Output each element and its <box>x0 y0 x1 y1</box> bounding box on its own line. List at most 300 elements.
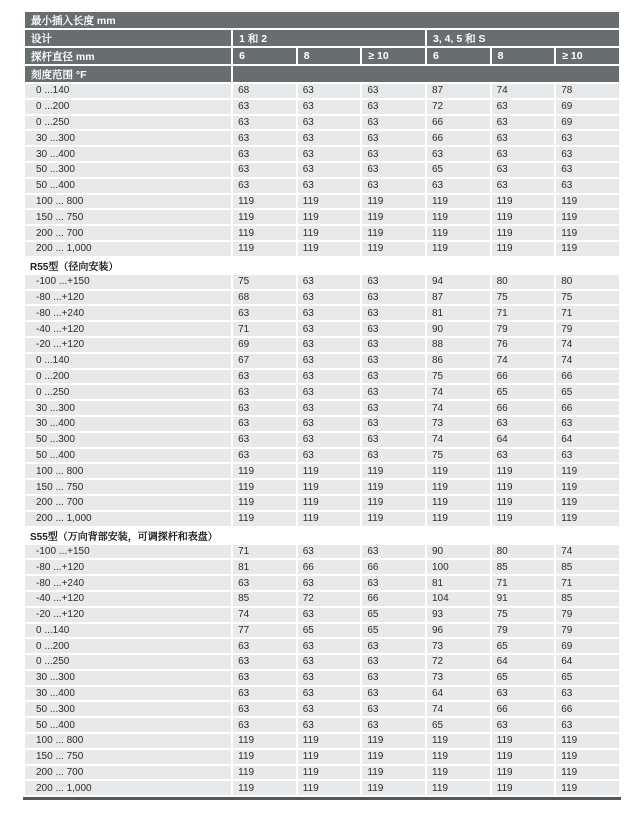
value-cell: 63 <box>298 449 361 463</box>
value-cell: 63 <box>556 687 619 701</box>
value-cell: 88 <box>427 338 490 352</box>
value-cell: 74 <box>492 354 555 368</box>
value-cell: 63 <box>362 338 425 352</box>
value-cell: 69 <box>556 100 619 114</box>
value-cell: 119 <box>427 734 490 748</box>
value-cell: 119 <box>362 766 425 780</box>
range-cell: 150 ... 750 <box>25 480 231 494</box>
value-cell: 63 <box>298 655 361 669</box>
table-row <box>25 639 619 653</box>
value-cell: 75 <box>427 449 490 463</box>
table-row <box>25 560 619 574</box>
value-cell: 119 <box>298 496 361 510</box>
value-cell: 119 <box>492 766 555 780</box>
range-cell: 200 ... 700 <box>25 496 231 510</box>
table-row <box>25 702 619 716</box>
table-row <box>25 131 619 145</box>
diameter-col-4: 6 <box>427 48 490 64</box>
table-row <box>25 84 619 98</box>
value-cell: 79 <box>556 624 619 638</box>
value-cell: 119 <box>492 750 555 764</box>
value-cell: 79 <box>492 322 555 336</box>
table-row <box>25 338 619 352</box>
value-cell: 63 <box>362 655 425 669</box>
value-cell: 68 <box>233 84 296 98</box>
range-cell: -80 ...+120 <box>25 291 231 305</box>
value-cell: 119 <box>427 512 490 526</box>
range-cell: 50 ...300 <box>25 433 231 447</box>
section-title-row <box>25 258 619 273</box>
min-insertion-length-table <box>23 10 621 797</box>
value-cell: 119 <box>298 766 361 780</box>
value-cell: 80 <box>492 545 555 559</box>
value-cell: 119 <box>492 781 555 795</box>
diameter-col-3: ≥ 10 <box>362 48 425 64</box>
value-cell: 81 <box>233 560 296 574</box>
section-title-row <box>25 528 619 543</box>
range-cell: 0 ...250 <box>25 116 231 130</box>
value-cell: 63 <box>362 370 425 384</box>
value-cell: 85 <box>233 592 296 606</box>
value-cell: 119 <box>233 480 296 494</box>
range-cell: 150 ... 750 <box>25 750 231 764</box>
value-cell: 72 <box>427 100 490 114</box>
value-cell: 100 <box>427 560 490 574</box>
value-cell: 74 <box>492 84 555 98</box>
table-row <box>25 781 619 795</box>
value-cell: 63 <box>492 449 555 463</box>
value-cell: 63 <box>298 702 361 716</box>
table-row <box>25 449 619 463</box>
value-cell: 119 <box>362 242 425 256</box>
value-cell: 63 <box>298 354 361 368</box>
range-cell: 30 ...400 <box>25 687 231 701</box>
value-cell: 71 <box>233 322 296 336</box>
value-cell: 63 <box>362 84 425 98</box>
range-cell: 0 ...140 <box>25 84 231 98</box>
section-title: S55型（万向背部安装，可调探杆和表盘） <box>25 528 619 543</box>
value-cell: 119 <box>362 464 425 478</box>
value-cell: 63 <box>362 417 425 431</box>
value-cell: 63 <box>298 545 361 559</box>
value-cell: 74 <box>427 702 490 716</box>
value-cell: 86 <box>427 354 490 368</box>
value-cell: 63 <box>233 116 296 130</box>
diameter-label: 探杆直径 mm <box>25 48 231 64</box>
scale-range-row <box>25 66 619 82</box>
value-cell: 66 <box>362 560 425 574</box>
value-cell: 119 <box>492 464 555 478</box>
value-cell: 63 <box>233 671 296 685</box>
value-cell: 66 <box>492 401 555 415</box>
value-cell: 119 <box>556 750 619 764</box>
value-cell: 63 <box>362 702 425 716</box>
value-cell: 63 <box>298 417 361 431</box>
table-row <box>25 545 619 559</box>
value-cell: 66 <box>427 131 490 145</box>
value-cell: 78 <box>556 84 619 98</box>
value-cell: 63 <box>556 163 619 177</box>
value-cell: 63 <box>362 291 425 305</box>
value-cell: 63 <box>362 449 425 463</box>
value-cell: 66 <box>556 401 619 415</box>
table-row <box>25 464 619 478</box>
value-cell: 63 <box>362 306 425 320</box>
value-cell: 71 <box>556 306 619 320</box>
value-cell: 63 <box>362 433 425 447</box>
value-cell: 119 <box>298 734 361 748</box>
range-cell: 30 ...300 <box>25 671 231 685</box>
value-cell: 119 <box>427 195 490 209</box>
value-cell: 119 <box>233 242 296 256</box>
value-cell: 72 <box>298 592 361 606</box>
value-cell: 73 <box>427 417 490 431</box>
value-cell: 63 <box>492 687 555 701</box>
value-cell: 63 <box>492 163 555 177</box>
value-cell: 119 <box>298 195 361 209</box>
value-cell: 64 <box>556 655 619 669</box>
value-cell: 74 <box>556 545 619 559</box>
value-cell: 66 <box>362 592 425 606</box>
value-cell: 63 <box>362 401 425 415</box>
value-cell: 63 <box>556 449 619 463</box>
value-cell: 119 <box>492 512 555 526</box>
design-label: 设计 <box>25 30 231 46</box>
diameter-col-2: 8 <box>298 48 361 64</box>
value-cell: 119 <box>492 496 555 510</box>
value-cell: 69 <box>233 338 296 352</box>
value-cell: 64 <box>427 687 490 701</box>
value-cell: 119 <box>362 226 425 240</box>
value-cell: 119 <box>492 195 555 209</box>
range-cell: -100 ...+150 <box>25 545 231 559</box>
value-cell: 63 <box>233 163 296 177</box>
value-cell: 63 <box>492 131 555 145</box>
value-cell: 63 <box>298 671 361 685</box>
value-cell: 66 <box>492 702 555 716</box>
value-cell: 119 <box>233 750 296 764</box>
table-row <box>25 306 619 320</box>
value-cell: 119 <box>427 781 490 795</box>
value-cell: 63 <box>298 338 361 352</box>
value-cell: 119 <box>233 195 296 209</box>
value-cell: 63 <box>362 545 425 559</box>
table-row <box>25 179 619 193</box>
value-cell: 73 <box>427 671 490 685</box>
table-row <box>25 275 619 289</box>
value-cell: 66 <box>556 702 619 716</box>
range-cell: 200 ... 700 <box>25 226 231 240</box>
value-cell: 63 <box>298 687 361 701</box>
value-cell: 119 <box>233 512 296 526</box>
value-cell: 119 <box>492 734 555 748</box>
value-cell: 73 <box>427 639 490 653</box>
value-cell: 91 <box>492 592 555 606</box>
range-cell: 0 ...200 <box>25 639 231 653</box>
value-cell: 119 <box>233 766 296 780</box>
value-cell: 63 <box>362 131 425 145</box>
range-cell: -80 ...+240 <box>25 576 231 590</box>
value-cell: 63 <box>298 147 361 161</box>
value-cell: 119 <box>362 480 425 494</box>
value-cell: 119 <box>298 210 361 224</box>
value-cell: 63 <box>298 275 361 289</box>
value-cell: 63 <box>362 671 425 685</box>
value-cell: 69 <box>556 116 619 130</box>
value-cell: 74 <box>427 433 490 447</box>
value-cell: 63 <box>233 639 296 653</box>
value-cell: 119 <box>427 750 490 764</box>
value-cell: 63 <box>298 163 361 177</box>
value-cell: 119 <box>298 512 361 526</box>
table-row <box>25 655 619 669</box>
value-cell: 63 <box>556 147 619 161</box>
table-row <box>25 624 619 638</box>
value-cell: 65 <box>298 624 361 638</box>
table-row <box>25 718 619 732</box>
value-cell: 63 <box>298 100 361 114</box>
value-cell: 63 <box>492 179 555 193</box>
value-cell: 80 <box>492 275 555 289</box>
min-insertion-length-table-wrap <box>23 10 621 800</box>
value-cell: 63 <box>492 718 555 732</box>
value-cell: 119 <box>233 496 296 510</box>
diameter-col-5: 8 <box>492 48 555 64</box>
value-cell: 119 <box>233 781 296 795</box>
value-cell: 75 <box>492 291 555 305</box>
table-row <box>25 766 619 780</box>
value-cell: 63 <box>492 116 555 130</box>
range-cell: -20 ...+120 <box>25 338 231 352</box>
value-cell: 65 <box>492 671 555 685</box>
value-cell: 63 <box>362 116 425 130</box>
value-cell: 63 <box>492 100 555 114</box>
range-cell: -100 ...+150 <box>25 275 231 289</box>
value-cell: 119 <box>556 195 619 209</box>
value-cell: 119 <box>556 766 619 780</box>
value-cell: 63 <box>233 702 296 716</box>
table-row <box>25 512 619 526</box>
value-cell: 63 <box>362 718 425 732</box>
value-cell: 63 <box>298 576 361 590</box>
range-cell: 50 ...300 <box>25 163 231 177</box>
value-cell: 65 <box>492 385 555 399</box>
value-cell: 93 <box>427 608 490 622</box>
range-cell: 100 ... 800 <box>25 195 231 209</box>
value-cell: 63 <box>298 608 361 622</box>
table-row <box>25 671 619 685</box>
value-cell: 63 <box>298 116 361 130</box>
value-cell: 119 <box>556 512 619 526</box>
range-cell: 0 ...200 <box>25 370 231 384</box>
value-cell: 104 <box>427 592 490 606</box>
value-cell: 63 <box>298 370 361 384</box>
value-cell: 63 <box>427 179 490 193</box>
value-cell: 119 <box>427 226 490 240</box>
value-cell: 63 <box>233 417 296 431</box>
value-cell: 63 <box>492 147 555 161</box>
value-cell: 65 <box>492 639 555 653</box>
section-title: R55型（径向安装） <box>25 258 619 273</box>
value-cell: 63 <box>427 147 490 161</box>
value-cell: 81 <box>427 306 490 320</box>
value-cell: 79 <box>492 624 555 638</box>
value-cell: 65 <box>427 718 490 732</box>
value-cell: 63 <box>362 354 425 368</box>
value-cell: 63 <box>362 147 425 161</box>
range-cell: 0 ...140 <box>25 354 231 368</box>
table-row <box>25 100 619 114</box>
value-cell: 65 <box>362 624 425 638</box>
value-cell: 63 <box>362 576 425 590</box>
value-cell: 79 <box>556 322 619 336</box>
value-cell: 63 <box>362 639 425 653</box>
range-cell: 200 ... 1,000 <box>25 781 231 795</box>
value-cell: 63 <box>233 718 296 732</box>
value-cell: 63 <box>556 718 619 732</box>
value-cell: 85 <box>492 560 555 574</box>
value-cell: 119 <box>362 496 425 510</box>
value-cell: 63 <box>298 385 361 399</box>
value-cell: 63 <box>556 417 619 431</box>
range-cell: 30 ...300 <box>25 131 231 145</box>
value-cell: 119 <box>556 781 619 795</box>
range-cell: 200 ... 1,000 <box>25 242 231 256</box>
table-row <box>25 322 619 336</box>
table-row <box>25 576 619 590</box>
value-cell: 90 <box>427 322 490 336</box>
table-title: 最小插入长度 mm <box>25 12 619 28</box>
range-cell: 100 ... 800 <box>25 464 231 478</box>
value-cell: 119 <box>427 464 490 478</box>
value-cell: 63 <box>362 322 425 336</box>
value-cell: 119 <box>233 734 296 748</box>
table-row <box>25 687 619 701</box>
value-cell: 74 <box>427 385 490 399</box>
value-cell: 96 <box>427 624 490 638</box>
range-cell: 0 ...200 <box>25 100 231 114</box>
value-cell: 63 <box>556 179 619 193</box>
table-row <box>25 496 619 510</box>
table-row <box>25 608 619 622</box>
value-cell: 66 <box>556 370 619 384</box>
range-cell: -80 ...+120 <box>25 560 231 574</box>
range-cell: 50 ...400 <box>25 718 231 732</box>
table-row <box>25 116 619 130</box>
value-cell: 63 <box>298 84 361 98</box>
value-cell: 81 <box>427 576 490 590</box>
value-cell: 66 <box>492 370 555 384</box>
table-row <box>25 417 619 431</box>
value-cell: 85 <box>556 560 619 574</box>
value-cell: 119 <box>362 195 425 209</box>
diameter-row <box>25 48 619 64</box>
value-cell: 119 <box>233 464 296 478</box>
value-cell: 64 <box>492 655 555 669</box>
design-group-1: 1 和 2 <box>233 30 425 46</box>
table-row <box>25 195 619 209</box>
value-cell: 119 <box>556 464 619 478</box>
value-cell: 75 <box>492 608 555 622</box>
value-cell: 119 <box>233 210 296 224</box>
value-cell: 63 <box>233 147 296 161</box>
value-cell: 119 <box>362 734 425 748</box>
table-row <box>25 433 619 447</box>
range-cell: 30 ...400 <box>25 147 231 161</box>
value-cell: 69 <box>556 639 619 653</box>
value-cell: 87 <box>427 84 490 98</box>
value-cell: 75 <box>556 291 619 305</box>
table-row <box>25 385 619 399</box>
range-cell: 100 ... 800 <box>25 734 231 748</box>
value-cell: 63 <box>233 370 296 384</box>
value-cell: 66 <box>427 116 490 130</box>
design-group-2: 3, 4, 5 和 S <box>427 30 619 46</box>
value-cell: 74 <box>233 608 296 622</box>
value-cell: 63 <box>233 433 296 447</box>
range-cell: 150 ... 750 <box>25 210 231 224</box>
value-cell: 71 <box>233 545 296 559</box>
table-row <box>25 163 619 177</box>
value-cell: 71 <box>556 576 619 590</box>
range-cell: 0 ...140 <box>25 624 231 638</box>
value-cell: 63 <box>298 433 361 447</box>
range-cell: -20 ...+120 <box>25 608 231 622</box>
table-row <box>25 734 619 748</box>
value-cell: 77 <box>233 624 296 638</box>
table-row <box>25 750 619 764</box>
value-cell: 119 <box>427 210 490 224</box>
value-cell: 63 <box>298 322 361 336</box>
scale-range-spacer <box>233 66 619 82</box>
value-cell: 63 <box>362 385 425 399</box>
table-row <box>25 480 619 494</box>
range-cell: 30 ...300 <box>25 401 231 415</box>
value-cell: 119 <box>427 242 490 256</box>
value-cell: 75 <box>427 370 490 384</box>
value-cell: 63 <box>298 401 361 415</box>
value-cell: 119 <box>362 512 425 526</box>
range-cell: 50 ...400 <box>25 449 231 463</box>
value-cell: 119 <box>556 226 619 240</box>
table-row <box>25 242 619 256</box>
value-cell: 63 <box>362 100 425 114</box>
value-cell: 65 <box>427 163 490 177</box>
value-cell: 63 <box>233 687 296 701</box>
value-cell: 65 <box>556 671 619 685</box>
value-cell: 79 <box>556 608 619 622</box>
value-cell: 63 <box>362 163 425 177</box>
value-cell: 72 <box>427 655 490 669</box>
table-row <box>25 401 619 415</box>
value-cell: 119 <box>556 496 619 510</box>
range-cell: 200 ... 1,000 <box>25 512 231 526</box>
table-row <box>25 354 619 368</box>
table-title-row <box>25 12 619 28</box>
diameter-col-1: 6 <box>233 48 296 64</box>
value-cell: 63 <box>362 275 425 289</box>
value-cell: 64 <box>492 433 555 447</box>
value-cell: 90 <box>427 545 490 559</box>
table-row <box>25 226 619 240</box>
value-cell: 63 <box>233 449 296 463</box>
table-row <box>25 592 619 606</box>
value-cell: 119 <box>492 480 555 494</box>
value-cell: 74 <box>556 354 619 368</box>
table-bottom-rule <box>23 797 621 800</box>
table-row <box>25 210 619 224</box>
value-cell: 71 <box>492 576 555 590</box>
